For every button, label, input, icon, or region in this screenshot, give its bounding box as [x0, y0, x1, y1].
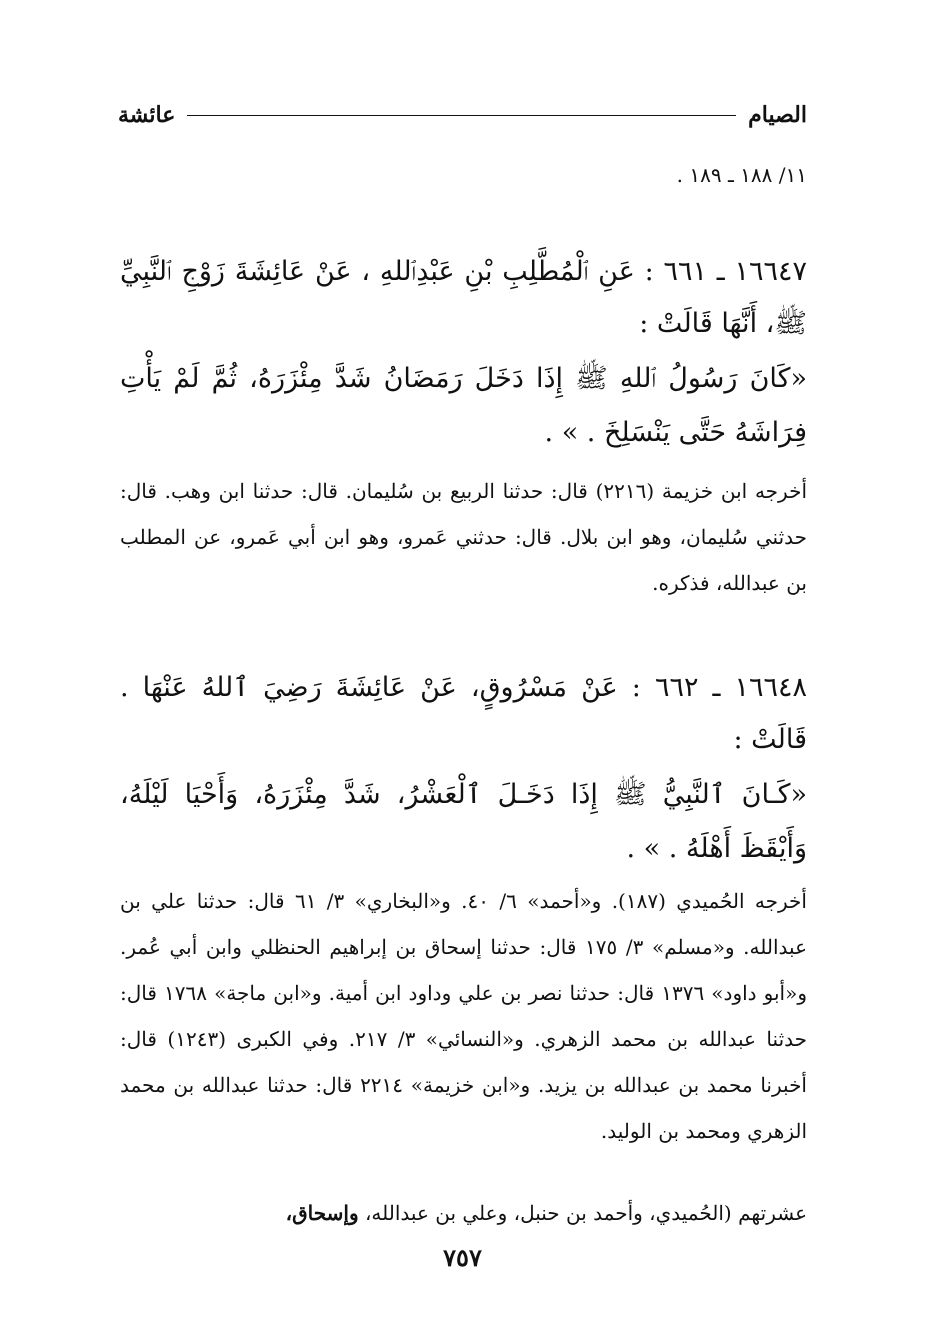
hadith-1-takhrij: أخرجه ابن خزيمة (٢٢١٦) قال: حدثنا الربيع بن سُليمان. قال: حدثنا ابن وهب. قال: حدثني سُليمان، وهو ابن بلال. قال: حدثني عَمرو، وهو ابن أبي عَمرو، عن المطلب بن عبدالله، فذكره. [120, 479, 807, 595]
continuation-bold-text: وإسحاق، [285, 1201, 359, 1225]
hadith-2-continuation [120, 1190, 807, 1236]
hadith-1-isnad: ١٦٦٤٧ ـ ٦٦١ : عَنِ ٱلْمُطَّلِبِ بْنِ عَبْدِٱللهِ ، عَنْ عَائِشَةَ زَوْجِ ٱلنَّبِيِّ ﷺ، أَنَّهَا قَالَتْ : [120, 256, 807, 339]
top-reference: ١١/ ١٨٨ ـ ١٨٩ . [676, 163, 807, 187]
header-rule [187, 115, 736, 116]
hadith-1-matn: «كَانَ رَسُولُ ٱللهِ ﷺ إِذَا دَخَلَ رَمَضَانُ شَدَّ مِئْزَرَهُ، ثُمَّ لَمْ يَأْتِ فِرَاشَهُ حَتَّى يَنْسَلِخَ . » . [120, 363, 807, 448]
hadith-2-matn: «كَـانَ ٱلنَّبِيُّ ﷺ إِذَا دَخَـلَ ٱلْعَشْرُ، شَدَّ مِئْزَرَهُ، وَأَحْيَا لَيْلَهُ، وَأَيْقَظَ أَهْلَهُ . » . [120, 779, 807, 864]
running-header [118, 100, 807, 130]
chapter-title: الصيام [748, 102, 807, 128]
hadith-2-isnad: ١٦٦٤٨ ـ ٦٦٢ : عَنْ مَسْرُوقٍ، عَنْ عَائِشَةَ رَضِيَ ٱللهُ عَنْهَا . قَالَتْ : [120, 672, 808, 755]
page-number: ٧٥٧ [443, 1243, 482, 1272]
continuation-text: عشرتهم (الحُميدي، وأحمد بن حنبل، وعلي بن عبدالله، [364, 1201, 807, 1225]
hadith-2-takhrij: أخرجه الحُميدي (١٨٧). و«أحمد» ٦/ ٤٠. و«البخاري» ٣/ ٦١ قال: حدثنا علي بن عبدالله. و«مسلم» ٣/ ١٧٥ قال: حدثنا إسحاق بن إبراهيم الحنظلي وابن أبي عُمر. و«أبو داود» ١٣٧٦ قال: حدثنا نصر بن علي وداود ابن أمية. و«ابن ماجة» ١٧٦٨ قال: حدثنا عبدالله بن محمد الزهري. و«النسائي» ٣/ ٢١٧. وفي الكبرى (١٢٤٣) قال: أخبرنا محمد بن عبدالله بن يزيد. و«ابن خزيمة» ٢٢١٤ قال: حدثنا عبدالله بن محمد الزهري ومحمد بن الوليد. [120, 889, 807, 1143]
section-title: عائشة [118, 102, 176, 128]
